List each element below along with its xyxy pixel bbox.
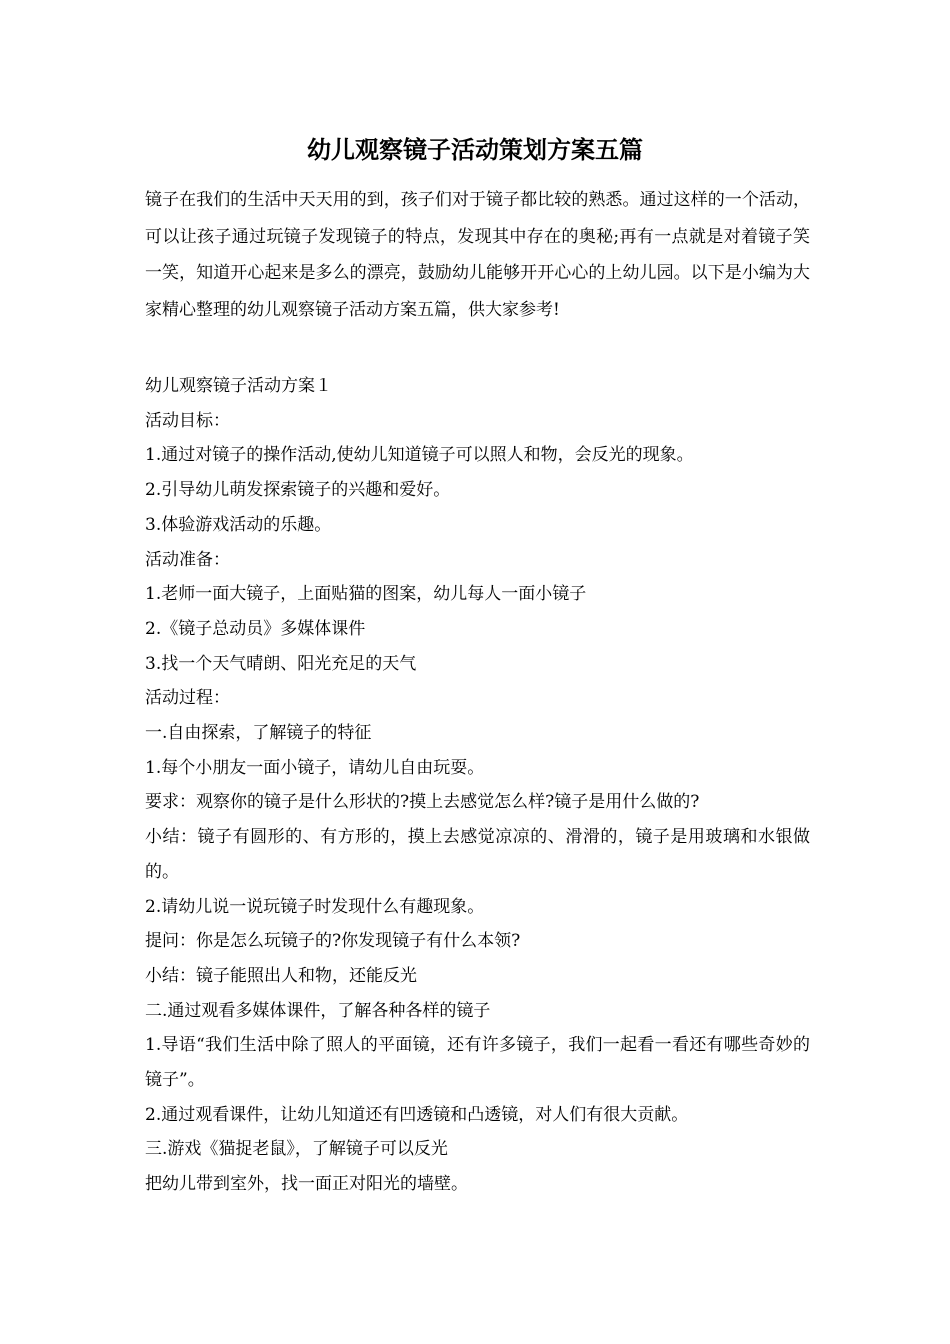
text-line: 3.找一个天气晴朗、阳光充足的天气: [145, 653, 417, 674]
text-line: 小结：镜子有圆形的、有方形的，摸上去感觉凉凉的、滑滑的，镜子是用玻璃和水银做的。: [145, 827, 810, 882]
text-line: 2.请幼儿说一说玩镜子时发现什么有趣现象。: [145, 896, 485, 917]
text-line: 2.《镜子总动员》多媒体课件: [145, 618, 366, 639]
document-title: 幼儿观察镜子活动策划方案五篇: [307, 135, 643, 164]
text-line: 要求：观察你的镜子是什么形状的?摸上去感觉怎么样?镜子是用什么做的?: [145, 792, 700, 813]
text-line: 活动过程：: [145, 688, 230, 709]
section-heading: 幼儿观察镜子活动方案１: [145, 376, 332, 396]
text-line: 1.通过对镜子的操作活动,使幼儿知道镜子可以照人和物，会反光的现象。: [145, 445, 694, 466]
text-line: 活动目标：: [145, 410, 230, 431]
text-line: 小结：镜子能照出人和物，还能反光: [145, 965, 417, 986]
text-line: 三.游戏《猫捉老鼠》，了解镜子可以反光: [145, 1139, 448, 1160]
text-line: 2.通过观看课件，让幼儿知道还有凹透镜和凸透镜，对人们有很大贡献。: [145, 1104, 689, 1125]
text-line: 3.体验游戏活动的乐趣。: [145, 514, 332, 535]
text-line: 二.通过观看多媒体课件，了解各种各样的镜子: [145, 1000, 491, 1021]
text-line: 提问：你是怎么玩镜子的?你发现镜子有什么本领?: [145, 931, 521, 952]
text-line: 2.引导幼儿萌发探索镜子的兴趣和爱好。: [145, 480, 451, 501]
text-line: 1.老师一面大镜子，上面贴猫的图案，幼儿每人一面小镜子: [145, 584, 587, 605]
text-line: 一.自由探索，了解镜子的特征: [145, 723, 372, 744]
intro-paragraph: 镜子在我们的生活中天天用的到，孩子们对于镜子都比较的熟悉。通过这样的一个活动，可以让孩子通过玩镜子发现镜子的特点，发现其中存在的奥秘;再有一点就是对着镜子笑一笑，知道开心起来是多么的漂亮，鼓励幼儿能够开开心心的上幼儿园。以下是小编为大家精心整理的幼儿观察镜子活动方案五篇，供大家参考!: [145, 190, 810, 320]
text-line: 把幼儿带到室外，找一面正对阳光的墙壁。: [145, 1174, 468, 1195]
body-content: [145, 369, 810, 1202]
text-line: 1.导语“我们生活中除了照人的平面镜，还有许多镜子，我们一起看一看还有哪些奇妙的镜子”。: [145, 1035, 810, 1091]
text-line: 1.每个小朋友一面小镜子，请幼儿自由玩耍。: [145, 757, 485, 778]
text-line: 活动准备：: [145, 549, 230, 570]
